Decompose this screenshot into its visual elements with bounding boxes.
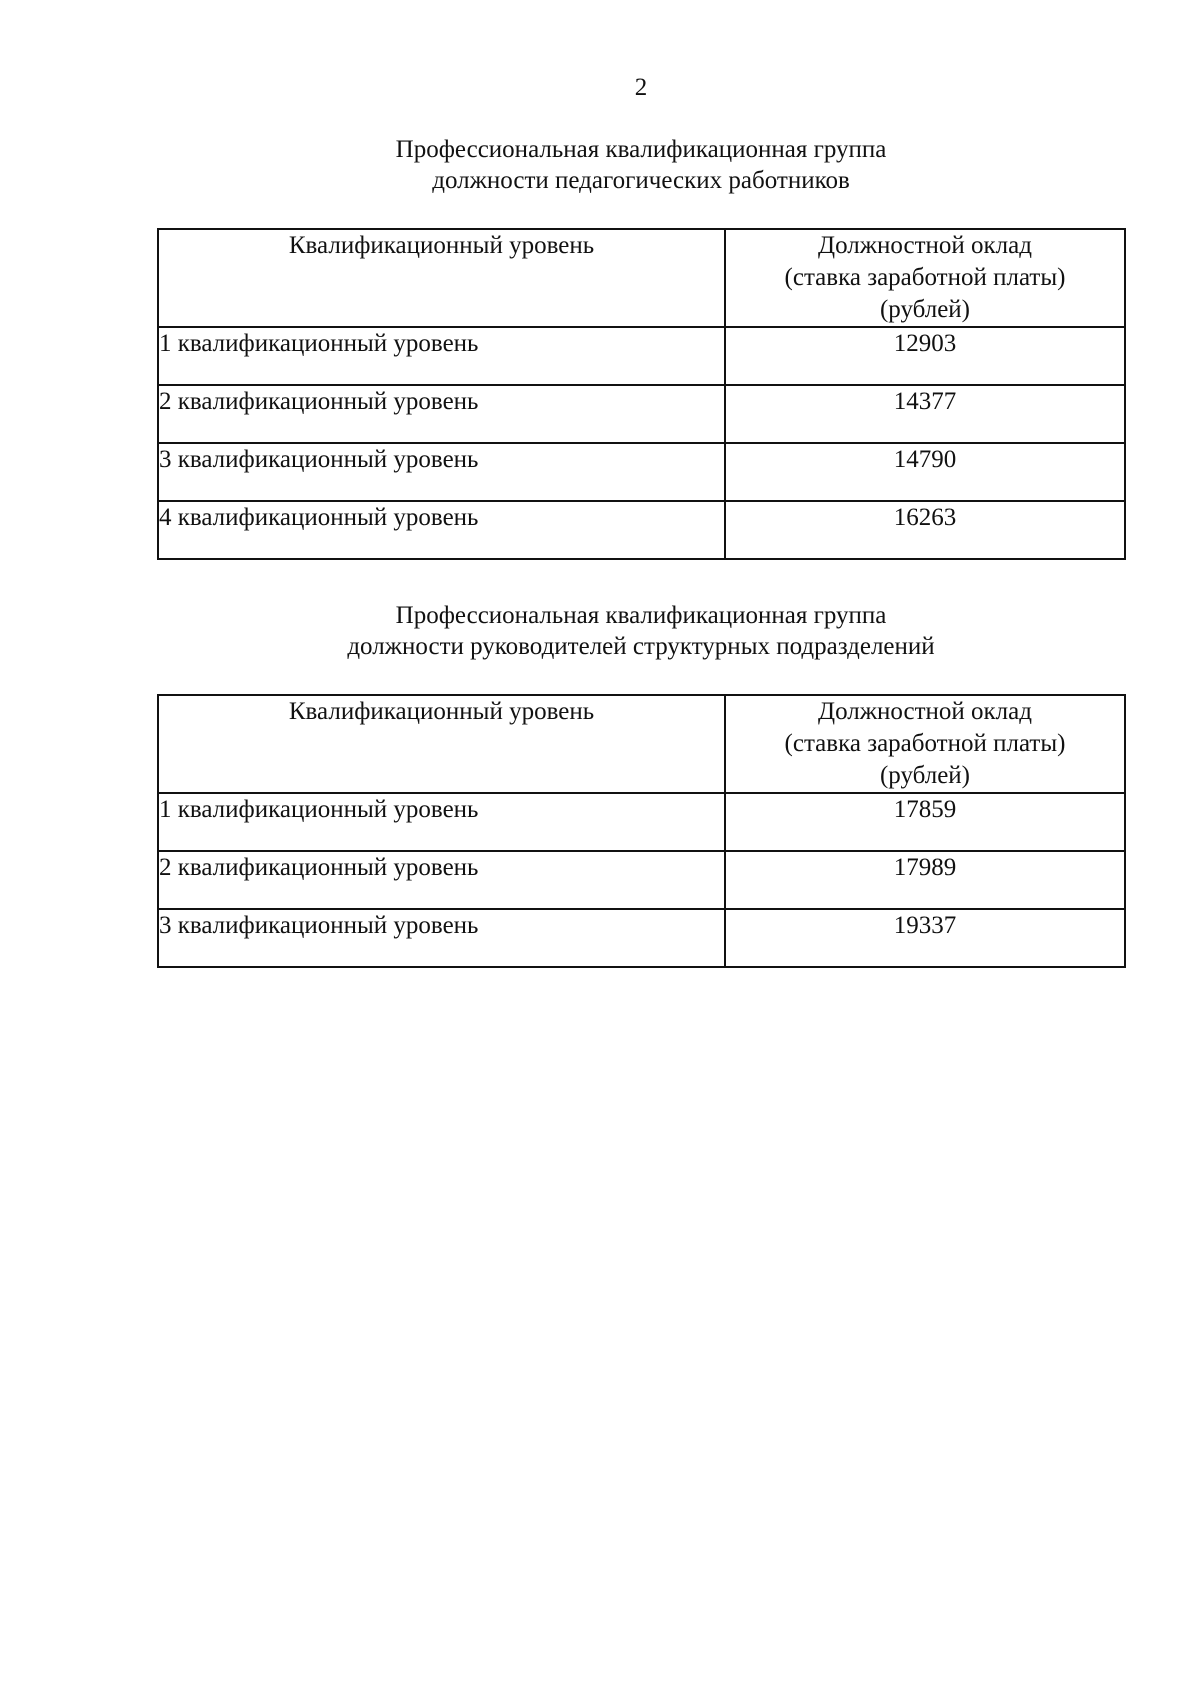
table-row xyxy=(158,909,1125,967)
salary-header-line1: Должностной оклад xyxy=(818,698,1032,725)
column-header-salary xyxy=(725,695,1125,793)
section-title-line1: Профессиональная квалификационная группа xyxy=(395,136,887,163)
qualification-level-cell: 2 квалификационный уровень xyxy=(158,851,725,909)
salary-cell: 17989 xyxy=(725,851,1125,909)
salary-table-managers xyxy=(157,694,1126,968)
salary-cell: 16263 xyxy=(725,501,1125,559)
salary-cell: 19337 xyxy=(725,909,1125,967)
section-title-line2: должности руководителей структурных подразделений xyxy=(347,633,935,660)
qualification-level-cell: 1 квалификационный уровень xyxy=(158,793,725,851)
salary-header-line2: (ставка заработной платы) xyxy=(784,730,1066,757)
qualification-level-cell: 1 квалификационный уровень xyxy=(158,327,725,385)
table-header-row xyxy=(158,229,1125,327)
section-title-line1: Профессиональная квалификационная группа xyxy=(395,602,887,629)
section-title-managers xyxy=(0,600,1200,662)
table-row xyxy=(158,327,1125,385)
page-number: 2 xyxy=(634,74,648,101)
table-row xyxy=(158,443,1125,501)
column-header-level: Квалификационный уровень xyxy=(158,695,725,793)
column-header-level: Квалификационный уровень xyxy=(158,229,725,327)
table-row xyxy=(158,385,1125,443)
section-title-line2: должности педагогических работников xyxy=(432,167,850,194)
qualification-level-cell: 3 квалификационный уровень xyxy=(158,443,725,501)
table-row xyxy=(158,501,1125,559)
salary-header-line3: (рублей) xyxy=(879,296,971,323)
qualification-level-cell: 2 квалификационный уровень xyxy=(158,385,725,443)
salary-cell: 17859 xyxy=(725,793,1125,851)
column-header-salary xyxy=(725,229,1125,327)
salary-cell: 14377 xyxy=(725,385,1125,443)
salary-header-line1: Должностной оклад xyxy=(818,232,1032,259)
salary-header-line3: (рублей) xyxy=(879,762,971,789)
qualification-level-cell: 3 квалификационный уровень xyxy=(158,909,725,967)
table-row xyxy=(158,793,1125,851)
table-header-row xyxy=(158,695,1125,793)
salary-cell: 14790 xyxy=(725,443,1125,501)
table-row xyxy=(158,851,1125,909)
salary-header-line2: (ставка заработной платы) xyxy=(784,264,1066,291)
salary-cell: 12903 xyxy=(725,327,1125,385)
section-title-pedagogical xyxy=(0,134,1200,196)
qualification-level-cell: 4 квалификационный уровень xyxy=(158,501,725,559)
salary-table-pedagogical xyxy=(157,228,1126,560)
